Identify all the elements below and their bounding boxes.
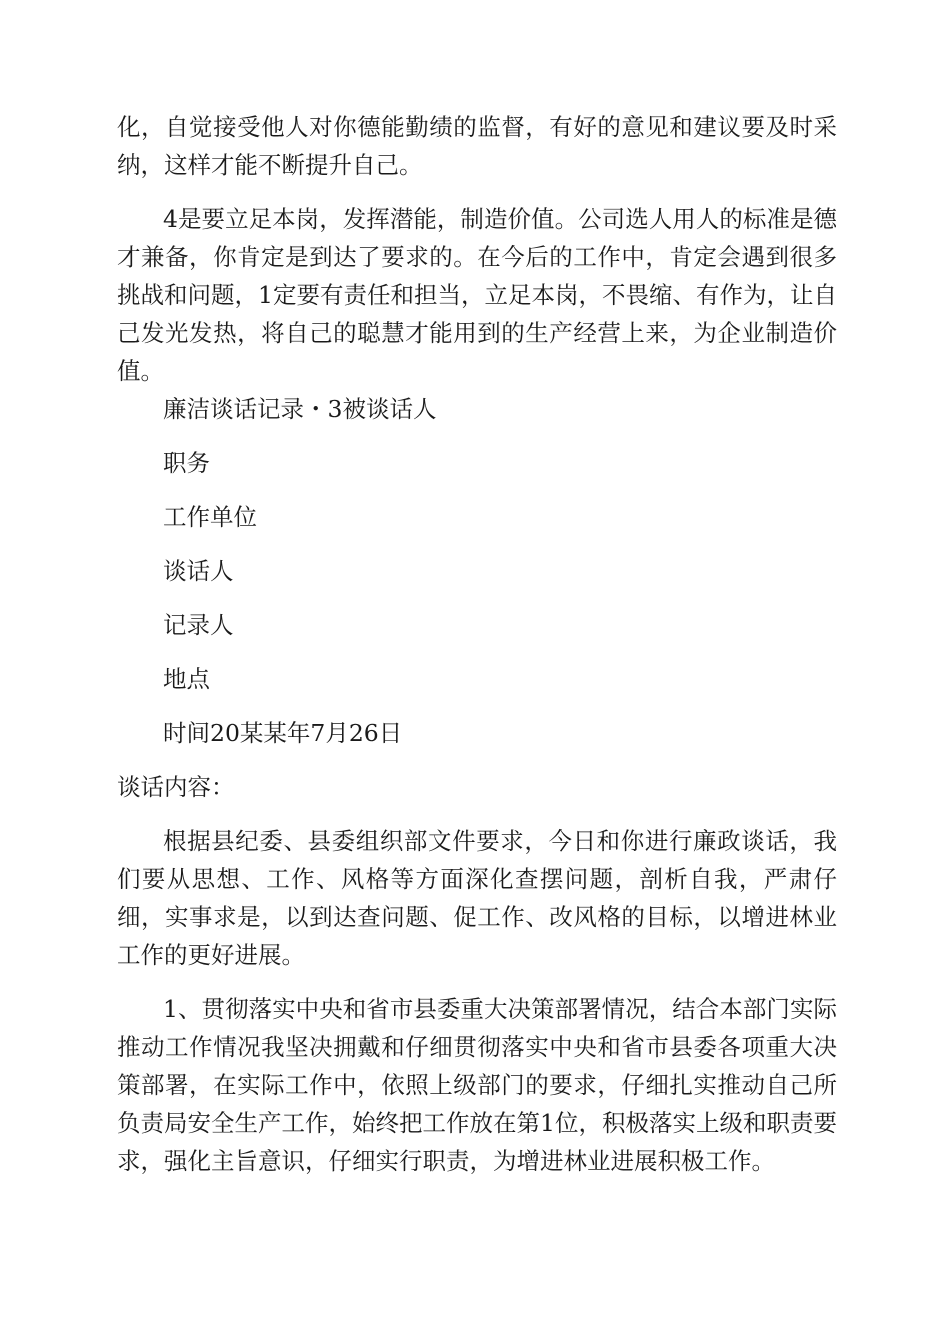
field-interviewer: 谈话人 [163,557,234,585]
field-work-unit: 工作单位 [163,503,257,531]
content-label: 谈话内容： [117,773,235,801]
paragraph-point-4: 4是要立足本岗，发挥潜能，制造价值。公司选人用人的标准是德才兼备，你肯定是到达了要求的。在今后的工作中，肯定会遇到很多挑战和问题，1定要有责任和担当，立足本岗，不畏缩、有作为，让自己发光发热，将自己的聪慧才能用到的生产经营上来，为企业制造价值。 [117,205,837,385]
paragraph-item-1: 1、贯彻落实中央和省市县委重大决策部署情况，结合本部门实际推动工作情况我坚决拥戴和仔细贯彻落实中央和省市县委各项重大决策部署，在实际工作中，依照上级部门的要求，仔细扎实推动自己所负责局安全生产工作，始终把工作放在第1位，积极落实上级和职责要求，强化主旨意识，仔细实行职责，为增进林业进展积极工作。 [117,995,837,1175]
field-location: 地点 [163,665,210,693]
paragraph-intro: 根据县纪委、县委组织部文件要求，今日和你进行廉政谈话，我们要从思想、工作、风格等方面深化查摆问题，剖析自我，严肃仔细，实事求是，以到达查问题、促工作、改风格的目标，以增进林业工作的更好进展。 [117,827,837,969]
field-time: 时间20某某年7月26日 [163,719,403,747]
document-page [117,108,837,1180]
field-recorder: 记录人 [163,611,234,639]
field-position: 职务 [163,449,210,477]
record-title: 廉洁谈话记录・3被谈话人 [163,395,437,423]
paragraph-continuation: 化，自觉接受他人对你德能勤绩的监督，有好的意见和建议要及时采纳，这样才能不断提升自己。 [117,113,837,179]
